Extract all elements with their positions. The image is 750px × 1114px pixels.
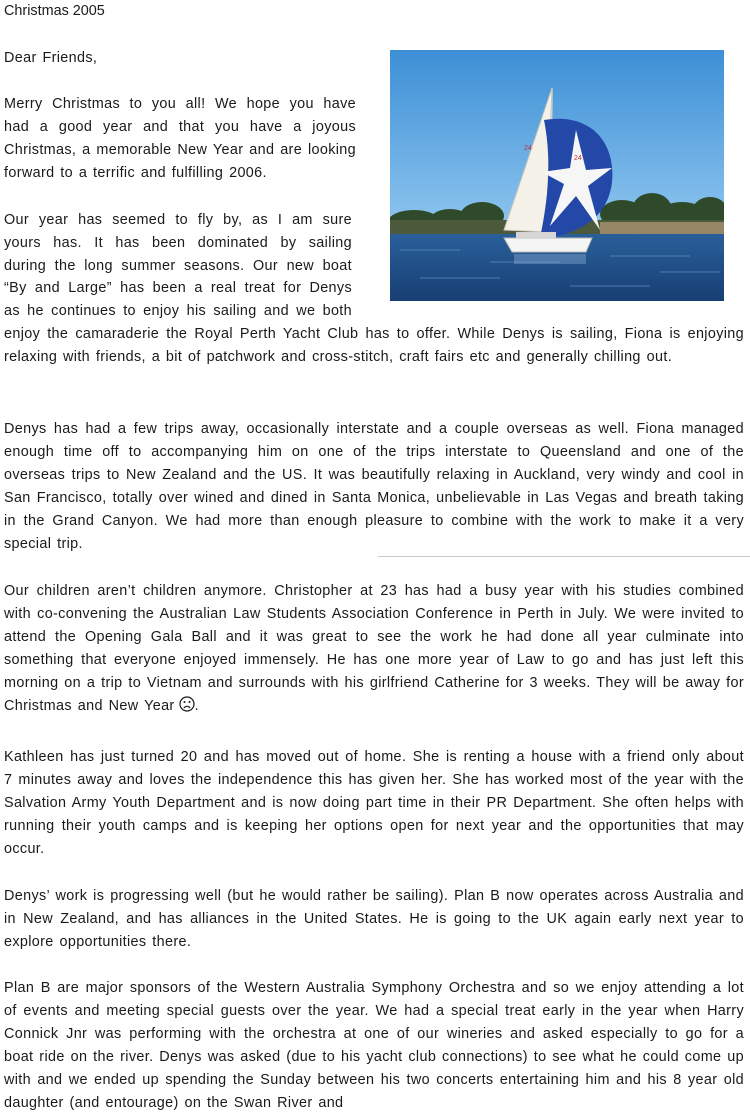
frown-face-icon <box>179 696 195 712</box>
paragraph-christopher-end: . <box>194 698 199 714</box>
paragraph-intro: Merry Christmas to you all! We hope you have had a good year and that you have a joyous Christmas, a memorable New Year and are looking forward to a terrific and fulfilling 2006. <box>4 96 356 181</box>
paragraph-christopher-text: Our children aren’t children anymore. Christopher at 23 has had a busy year with his studies combined with co-convening the Australian Law Students Association Conference in Perth in July. We were invited to attend the Opening Gala Ball and it was great to see the work he had done all year culminate into something that everyone enjoyed immensely. He has one more year of Law to go and has just left this morning on a trip to Vietnam and surrounds with his girlfriend Catherine for 3 weeks. They will be away for Christmas and New Year <box>4 583 744 714</box>
paragraph-travel: Denys has had a few trips away, occasionally interstate and a couple overseas as well. Fiona managed enough time off to accompanying him on one of the trips interstate to Queensland and one of the overseas trips to New Zealand and the US. It was beautifully relaxing in Auckland, very windy and cool in San Francisco, totally over wined and dined in Santa Monica, unbelievable in Las Vegas and breath taking in the Grand Canyon. We had more than enough pleasure to combine with the work to make it a very special trip. <box>4 421 744 552</box>
paragraph-kathleen: Kathleen has just turned 20 and has moved out of home. She is renting a house with a friend only about 7 minutes away and loves the independence this has given her. She has worked most of the year with the Salvation Army Youth Department and is now doing part time in their PR Department. She often helps with running their youth camps and is keeping her options open for next year and the opportunities that may occur. <box>4 749 744 857</box>
greeting: Dear Friends, <box>4 50 98 66</box>
svg-text:24: 24 <box>574 155 582 162</box>
photo-wrap-spacer <box>352 209 744 321</box>
svg-text:24: 24 <box>524 145 532 152</box>
paragraph-work: Denys’ work is progressing well (but he would rather be sailing). Plan B now operates across Australia and in New Zealand, and has alliances in the United States. He is going to the UK again early next year to explore opportunities there. <box>4 888 744 950</box>
paragraph-sailing <box>4 209 744 369</box>
paragraph-sponsorship: Plan B are major sponsors of the Western Australia Symphony Orchestra and so we enjoy attending a lot of events and meeting special guests over the year. We had a special treat early in the year when Harry Connick Jnr was performing with the orchestra at one of our wineries and asked especially to go for a boat ride on the river. Denys was asked (due to his yacht club connections) to see what he could come up with and we ended up spending the Sunday between his two concerts entertaining him and his 8 year old daughter (and entourage) on the Swan River and <box>4 980 744 1111</box>
paragraph-christopher <box>4 580 744 718</box>
paragraph-sailing-text: Our year has seemed to fly by, as I am sure yours has. It has been dominated by sailing during the long summer seasons. Our new boat “By and Large” has been a real treat for Denys as he continues to enjoy his sailing and we both enjoy the camaraderie the Royal Perth Yacht Club has to offer. While Denys is sailing, Fiona is enjoying relaxing with friends, a bit of patchwork and cross-stitch, craft fairs etc and generally chilling out. <box>4 212 744 365</box>
divider-line <box>378 556 750 557</box>
letter-title: Christmas 2005 <box>4 3 105 19</box>
